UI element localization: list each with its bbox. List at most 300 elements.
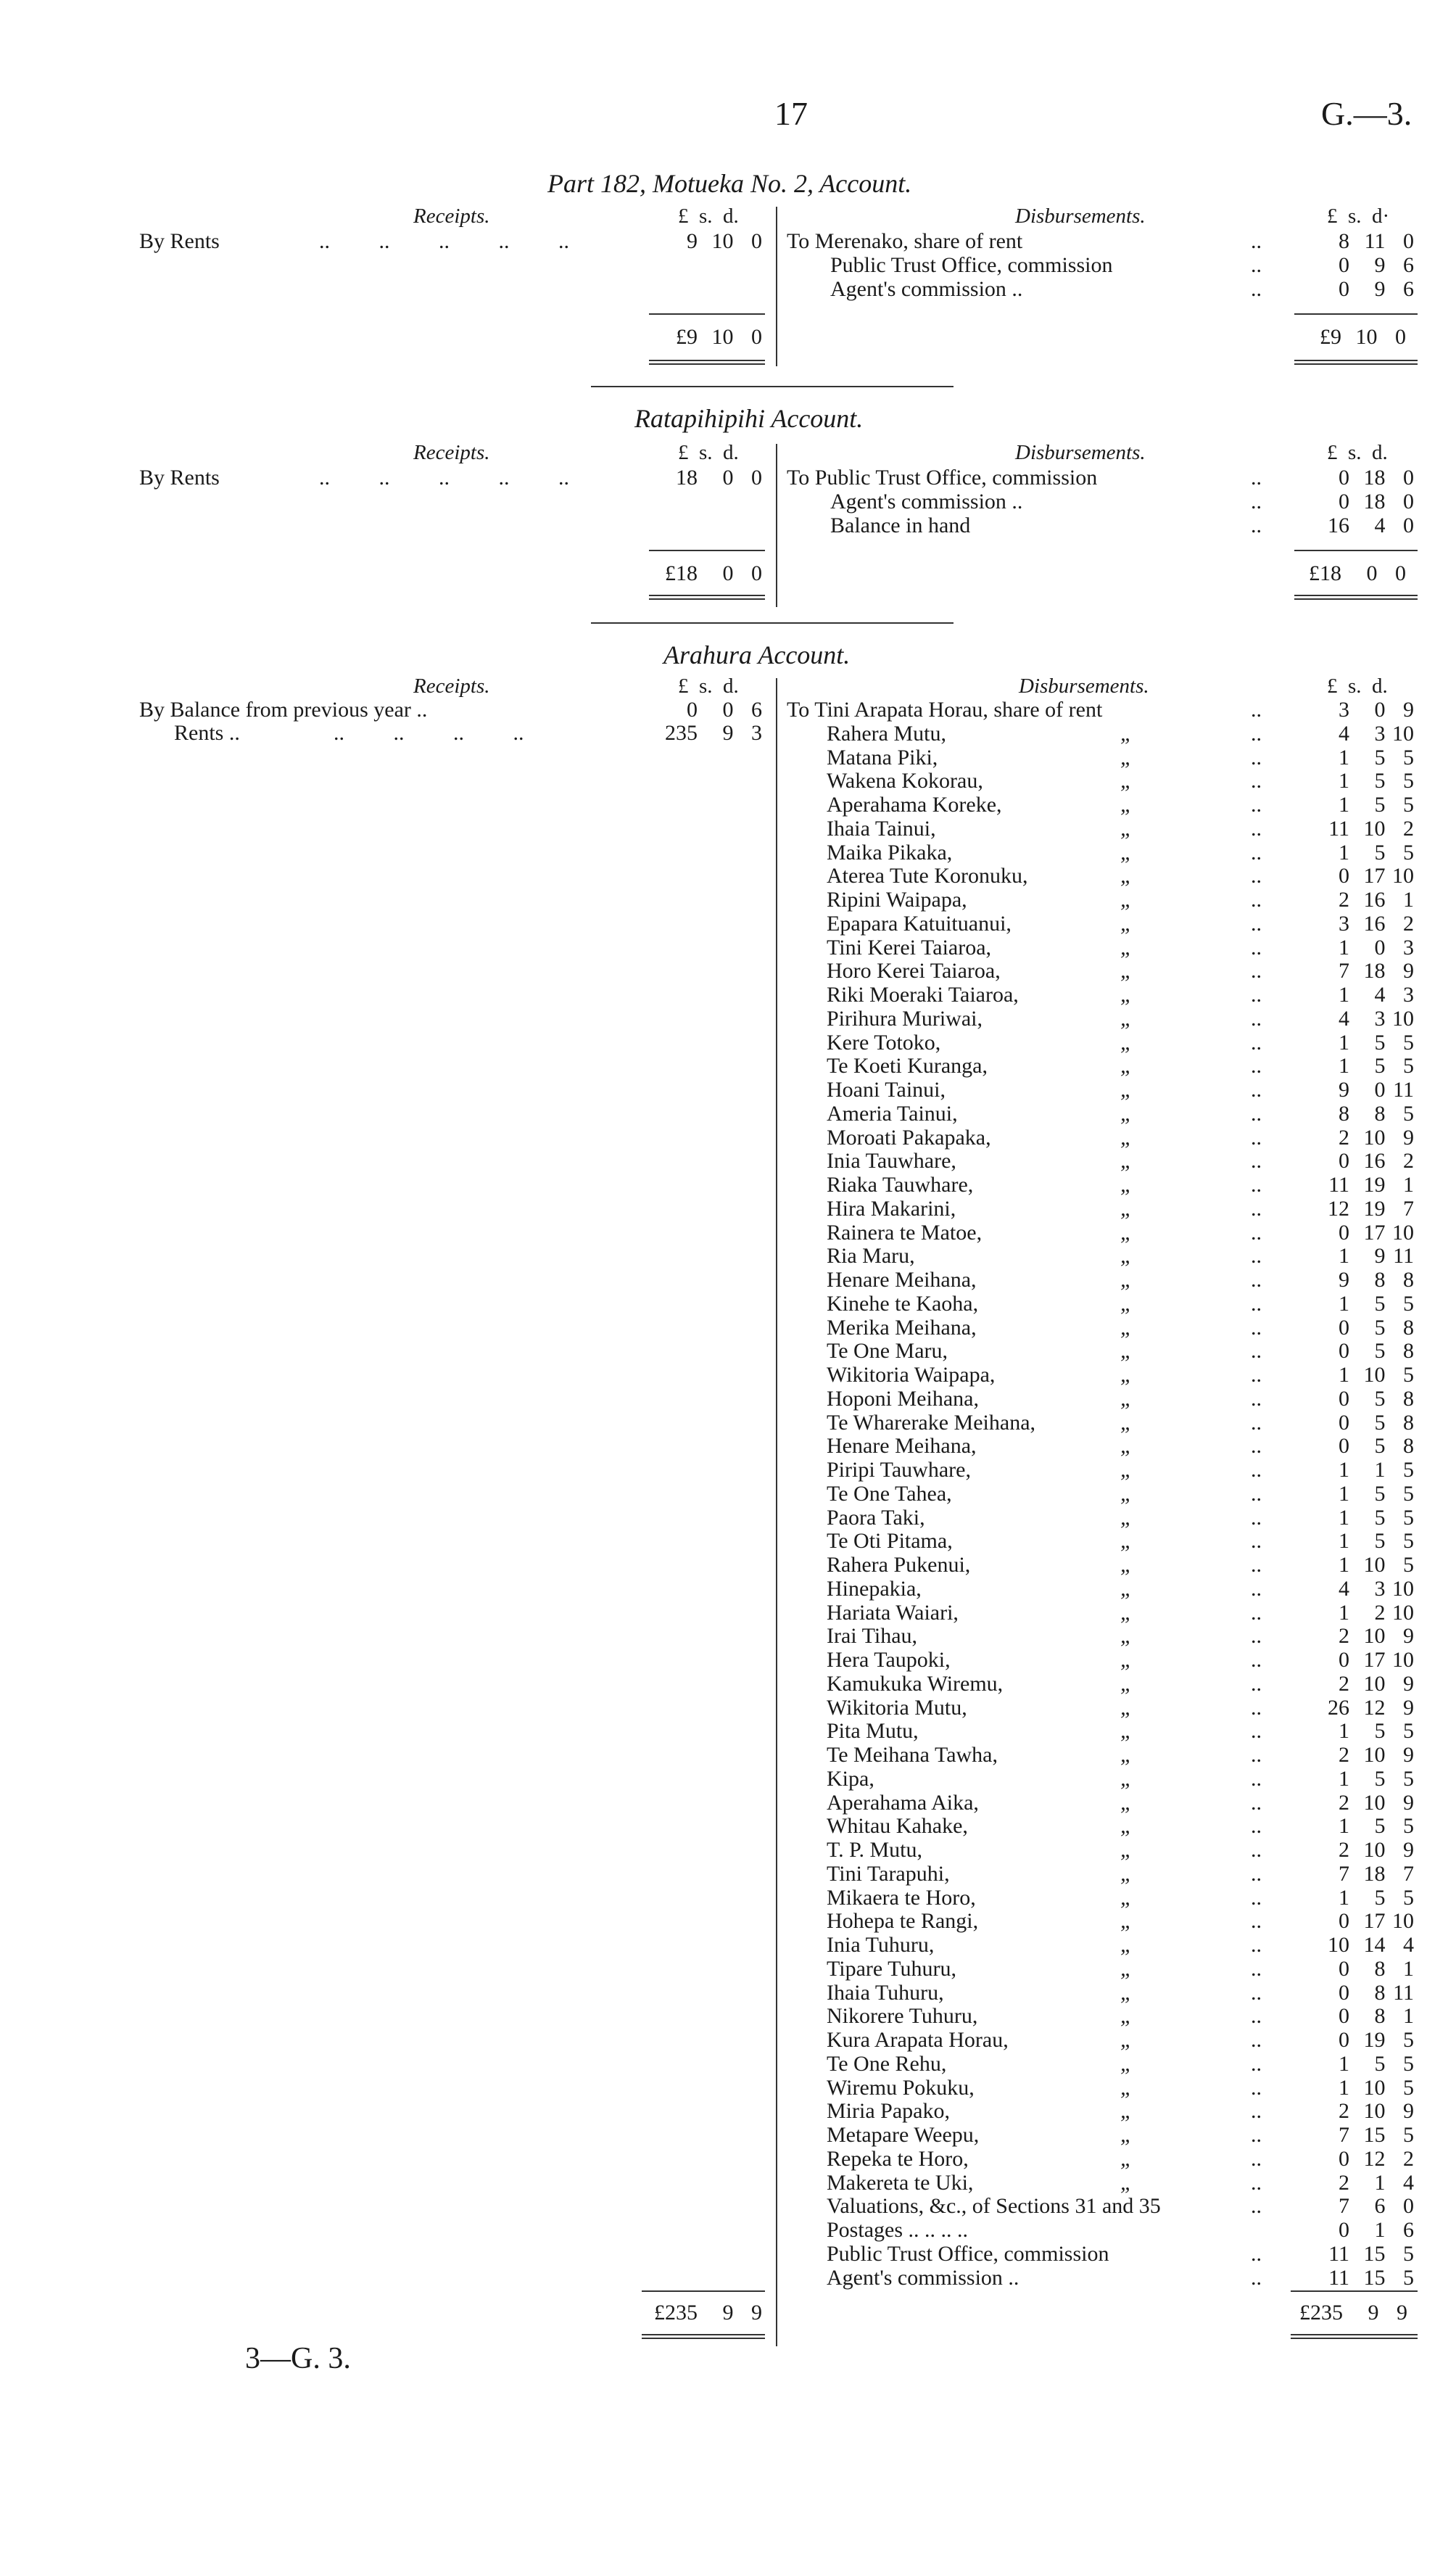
ditto-mark: „ <box>1120 1126 1133 1150</box>
leader-dots: .. <box>1251 1814 1262 1838</box>
disb-amount: 1 10 5 <box>1339 1553 1414 1577</box>
section3-disb-row <box>787 1244 1432 1267</box>
disb-amount: 1 1 5 <box>1339 1458 1414 1482</box>
section1-title: Part 182, Motueka No. 2, Account. <box>547 169 912 198</box>
disb-label: Ameria Tainui, <box>827 1102 958 1126</box>
leader-dots: .. <box>1251 1316 1262 1340</box>
leader-dots: .. <box>1251 1173 1262 1197</box>
disb-label: Riaka Tauwhare, <box>827 1173 974 1197</box>
ditto-mark: „ <box>1120 1648 1133 1672</box>
ditto-mark: „ <box>1120 983 1133 1007</box>
section3-disb-row <box>787 1767 1432 1790</box>
ditto-mark: „ <box>1120 1601 1133 1625</box>
disb-amount: 1 10 5 <box>1339 1363 1414 1387</box>
section1-disb-row <box>787 229 1432 252</box>
leader-dots: .. <box>1251 1411 1262 1435</box>
section3-disb-row <box>787 1601 1432 1624</box>
leader-dots: .. <box>1251 1363 1262 1387</box>
disb-label: Riki Moeraki Taiaroa, <box>827 983 1019 1007</box>
section3-disb-row <box>787 912 1432 935</box>
disb-amount: 2 10 9 <box>1339 1624 1414 1648</box>
disb-label: Aperahama Aika, <box>827 1791 979 1815</box>
leader-dots: .. <box>1251 2028 1262 2052</box>
section2-disb-row <box>787 466 1432 489</box>
section3-disb-row <box>787 1387 1432 1410</box>
section3-receipt-amt: 0 0 6 <box>687 698 762 722</box>
section1-receipt-row: By Rents <box>139 229 220 253</box>
disb-amount: 0 9 6 <box>1339 253 1414 277</box>
disb-amount: 0 17 10 <box>1339 1221 1414 1245</box>
section3-disb-row <box>787 983 1432 1006</box>
section3-disb-row <box>787 1862 1432 1885</box>
section3-left-sum-rule <box>642 2290 765 2292</box>
disb-label: Tini Tarapuhi, <box>827 1862 950 1886</box>
disb-label: Public Trust Office, commission <box>830 253 1113 277</box>
ditto-mark: „ <box>1120 1316 1133 1340</box>
section3-disb-row <box>787 1197 1432 1220</box>
leader-dots: .. <box>1251 2052 1262 2076</box>
leader-dots: .. <box>1251 2004 1262 2028</box>
disb-amount: 2 10 9 <box>1339 1743 1414 1767</box>
leader-dots: .. <box>1251 1054 1262 1078</box>
ditto-mark: „ <box>1120 1838 1133 1862</box>
section2-receipt-amt: 18 0 0 <box>676 466 762 490</box>
disb-amount: 8 8 5 <box>1339 1102 1414 1126</box>
disb-label: Kere Totoko, <box>827 1031 941 1055</box>
section3-disb-row <box>787 1553 1432 1576</box>
leader-dots: .. <box>1251 1482 1262 1506</box>
disb-label: Henare Meihana, <box>827 1434 977 1458</box>
disb-amount: 0 19 5 <box>1339 2028 1414 2052</box>
disb-amount: 2 10 9 <box>1339 2099 1414 2123</box>
disb-label: Hoponi Meihana, <box>827 1387 979 1411</box>
ditto-mark: „ <box>1120 2052 1133 2076</box>
section2-left-sum-rule <box>649 550 765 551</box>
disb-amount: 1 5 5 <box>1339 1506 1414 1530</box>
section3-disb-heading: Disbursements. <box>1019 675 1149 698</box>
section3-disb-row <box>787 1791 1432 1814</box>
section3-disb-row <box>787 1529 1432 1552</box>
ditto-mark: „ <box>1120 1529 1133 1553</box>
disb-label: Tipare Tuhuru, <box>827 1957 956 1981</box>
section2-title: Ratapihipihi Account. <box>634 404 864 433</box>
ditto-mark: „ <box>1120 1672 1133 1696</box>
page-number: 17 <box>774 95 808 132</box>
disb-amount: 1 5 5 <box>1339 1031 1414 1055</box>
disb-label: To Tini Arapata Horau, share of rent <box>787 698 1103 722</box>
ditto-mark: „ <box>1120 1624 1133 1648</box>
disb-amount: 0 5 8 <box>1339 1411 1414 1435</box>
section3-disb-row <box>787 1624 1432 1647</box>
leader-dots: .. <box>1251 1197 1262 1221</box>
document-ref: G.—3. <box>1321 95 1412 132</box>
disb-amount: 0 18 0 <box>1339 466 1414 490</box>
disb-label: Nikorere Tuhuru, <box>827 2004 978 2028</box>
disb-label: Henare Meihana, <box>827 1268 977 1292</box>
ditto-mark: „ <box>1120 1268 1133 1292</box>
ditto-mark: „ <box>1120 1078 1133 1102</box>
leader-dots: .. <box>1251 466 1262 490</box>
section3-disb-row <box>787 817 1432 840</box>
section3-disb-row <box>787 722 1432 745</box>
section3-disb-row <box>787 1577 1432 1600</box>
disb-amount: 1 5 5 <box>1339 1814 1414 1838</box>
leader-dots: .. <box>1251 983 1262 1007</box>
disb-label: Ria Maru, <box>827 1244 915 1268</box>
ditto-mark: „ <box>1120 1767 1133 1791</box>
leader-dots: .. <box>1251 746 1262 770</box>
disb-label: Whitau Kahake, <box>827 1814 968 1838</box>
disb-label: Aperahama Koreke, <box>827 793 1002 817</box>
disb-label: Wakena Kokorau, <box>827 769 983 793</box>
section1-disb-heading: Disbursements. <box>1015 205 1146 228</box>
disb-amount: 11 19 1 <box>1328 1173 1414 1197</box>
ditto-mark: „ <box>1120 1173 1133 1197</box>
disb-amount: 0 12 2 <box>1339 2147 1414 2171</box>
section3-disb-row <box>787 1173 1432 1196</box>
ditto-mark: „ <box>1120 1814 1133 1838</box>
leader-dots: .. <box>1251 2242 1262 2266</box>
disb-label: Postages .. .. .. .. <box>827 2218 968 2242</box>
section2-disb-row <box>787 490 1432 513</box>
leader-dots: .. <box>1251 793 1262 817</box>
disb-amount: 7 18 7 <box>1339 1862 1414 1886</box>
disb-label: Hera Taupoki, <box>827 1648 951 1672</box>
leader-dots: .. <box>1251 1434 1262 1458</box>
disb-label: Paora Taki, <box>827 1506 925 1530</box>
section3-disb-row <box>787 1054 1432 1077</box>
section3-disb-row <box>787 936 1432 959</box>
section3-disb-row <box>787 1886 1432 1909</box>
leader-dots: .. <box>1251 817 1262 841</box>
disb-label: Metapare Weepu, <box>827 2123 980 2147</box>
section3-disb-row <box>787 2052 1432 2075</box>
disb-amount: 1 5 5 <box>1339 841 1414 865</box>
ditto-mark: „ <box>1120 1719 1133 1743</box>
leader-dots: .. <box>1251 1672 1262 1696</box>
leader-dots: .. <box>1251 841 1262 865</box>
leader-dots: .. <box>1251 1529 1262 1553</box>
section3-disb-row <box>787 1363 1432 1386</box>
disb-amount: 1 5 5 <box>1339 769 1414 793</box>
section3-disb-row <box>787 959 1432 982</box>
ditto-mark: „ <box>1120 769 1133 793</box>
disb-label: Wiremu Pokuku, <box>827 2076 975 2100</box>
leader-dots: .. <box>1251 769 1262 793</box>
section3-divider <box>776 678 777 2346</box>
section3-disb-row <box>787 1031 1432 1054</box>
ditto-mark: „ <box>1120 864 1133 888</box>
disb-label: Hariata Waiari, <box>827 1601 959 1625</box>
disb-label: Ihaia Tuhuru, <box>827 1981 944 2005</box>
ditto-mark: „ <box>1120 1363 1133 1387</box>
ditto-mark: „ <box>1120 1149 1133 1173</box>
leader-dots: .. <box>1251 2099 1262 2123</box>
disb-amount: 0 9 6 <box>1339 277 1414 301</box>
section2-divider <box>776 444 777 607</box>
section3-disb-row <box>787 888 1432 911</box>
disb-amount: 1 5 5 <box>1339 1886 1414 1910</box>
section3-title: Arahura Account. <box>663 640 851 669</box>
section3-disb-row <box>787 1909 1432 1932</box>
disb-amount: 9 0 11 <box>1339 1078 1414 1102</box>
section1-left-sum-rule <box>649 313 765 315</box>
section3-left-total-rule <box>642 2334 765 2339</box>
section3-disb-row <box>787 1102 1432 1125</box>
section3-disb-row <box>787 2242 1432 2265</box>
ditto-mark: „ <box>1120 2123 1133 2147</box>
disb-label: Agent's commission .. <box>830 490 1023 514</box>
leader-dots: .. <box>1251 888 1262 912</box>
disb-amount: 26 12 9 <box>1328 1696 1414 1720</box>
leader-dots: .. <box>1251 2076 1262 2100</box>
disb-label: Aterea Tute Koronuku, <box>827 864 1028 888</box>
disb-label: T. P. Mutu, <box>827 1838 922 1862</box>
section2-receipts-heading: Receipts. <box>413 441 490 464</box>
leader-dots: .. <box>1251 2123 1262 2147</box>
leader-dots: .. <box>1251 1221 1262 1245</box>
section3-disb-row <box>787 698 1432 721</box>
disb-amount: 0 5 8 <box>1339 1316 1414 1340</box>
disb-amount: 2 10 9 <box>1339 1791 1414 1815</box>
disb-label: Kinehe te Kaoha, <box>827 1292 979 1316</box>
ditto-mark: „ <box>1120 959 1133 983</box>
section3-disb-row <box>787 2123 1432 2146</box>
ditto-mark: „ <box>1120 793 1133 817</box>
section2-right-total-rule <box>1294 595 1418 600</box>
section3-disb-row <box>787 1411 1432 1434</box>
disb-label: Te Koeti Kuranga, <box>827 1054 988 1078</box>
disb-amount: 1 5 5 <box>1339 1054 1414 1078</box>
leader-dots: .. <box>1251 1981 1262 2005</box>
section3-right-total-rule <box>1291 2334 1418 2339</box>
section3-receipt-amt: 235 9 3 <box>665 721 762 745</box>
leader-dots: .. <box>1251 2171 1262 2195</box>
disb-amount: 2 10 9 <box>1339 1672 1414 1696</box>
leader-dots: .. <box>1251 1624 1262 1648</box>
section1-right-sum-rule <box>1294 313 1418 315</box>
leader-dots: .. <box>1251 1078 1262 1102</box>
section3-receipts-heading: Receipts. <box>413 675 490 698</box>
ditto-mark: „ <box>1120 1743 1133 1767</box>
leader-dots: .. <box>1251 1909 1262 1933</box>
disb-amount: 1 5 5 <box>1339 1719 1414 1743</box>
disb-label: Te Meihana Tawha, <box>827 1743 998 1767</box>
ditto-mark: „ <box>1120 2147 1133 2171</box>
section3-receipt-row: Rents .. <box>174 721 240 745</box>
disb-amount: 0 5 8 <box>1339 1387 1414 1411</box>
disb-amount: 9 8 8 <box>1339 1268 1414 1292</box>
section2-left-total-rule <box>649 595 765 600</box>
disb-amount: 4 3 10 <box>1339 722 1414 746</box>
disb-label: Repeka te Horo, <box>827 2147 969 2171</box>
section2-disb-row <box>787 514 1432 537</box>
disb-label: Pirihura Muriwai, <box>827 1007 983 1031</box>
section3-disb-row <box>787 2147 1432 2170</box>
leader-dots: .. <box>1251 1007 1262 1031</box>
section3-disb-row <box>787 2218 1432 2241</box>
ditto-mark: „ <box>1120 2028 1133 2052</box>
disb-amount: 16 4 0 <box>1328 514 1414 537</box>
disb-label: Ihaia Tainui, <box>827 817 936 841</box>
leader-dots: .. <box>1251 1387 1262 1411</box>
section3-disb-row <box>787 2028 1432 2051</box>
section2-total-left: £18 0 0 <box>665 561 762 585</box>
disb-label: Maika Pikaka, <box>827 841 953 865</box>
disb-amount: 2 16 1 <box>1339 888 1414 912</box>
disb-amount: 3 16 2 <box>1339 912 1414 936</box>
disb-label: To Merenako, share of rent <box>787 229 1023 253</box>
section1-disb-row <box>787 277 1432 300</box>
disb-label: Hoani Tainui, <box>827 1078 946 1102</box>
section1-total-right: £9 10 0 <box>1320 325 1406 349</box>
section3-disb-row <box>787 1981 1432 2004</box>
disb-label: Rahera Pukenui, <box>827 1553 971 1577</box>
leader-dots: .. <box>1251 1102 1262 1126</box>
section2-right-currency: £ s. d. <box>1327 441 1388 464</box>
leader-dots: .. <box>1251 1743 1262 1767</box>
section3-top-rule <box>591 622 954 624</box>
ditto-mark: „ <box>1120 1197 1133 1221</box>
disb-amount: 11 15 5 <box>1328 2242 1414 2266</box>
disb-amount: 8 11 0 <box>1339 229 1414 253</box>
section3-receipt-dots: .. .. .. .. <box>334 721 524 745</box>
disb-amount: 1 5 5 <box>1339 1482 1414 1506</box>
ditto-mark: „ <box>1120 936 1133 960</box>
disb-amount: 0 8 11 <box>1339 1981 1414 2005</box>
ditto-mark: „ <box>1120 2099 1133 2123</box>
ditto-mark: „ <box>1120 912 1133 936</box>
section3-disb-row <box>787 2004 1432 2027</box>
ditto-mark: „ <box>1120 841 1133 865</box>
disb-amount: 1 0 3 <box>1339 936 1414 960</box>
ditto-mark: „ <box>1120 1292 1133 1316</box>
disb-label: Inia Tauwhare, <box>827 1149 956 1173</box>
disb-label: Hinepakia, <box>827 1577 922 1601</box>
disb-label: Agent's commission .. <box>830 277 1023 301</box>
disb-label: Te Wharerake Meihana, <box>827 1411 1036 1435</box>
section3-disb-row <box>787 769 1432 792</box>
section3-disb-row <box>787 1078 1432 1101</box>
disb-amount: 2 10 9 <box>1339 1126 1414 1150</box>
leader-dots: .. <box>1251 490 1262 514</box>
disb-label: Public Trust Office, commission <box>827 2242 1109 2266</box>
disb-label: Ripini Waipapa, <box>827 888 967 912</box>
section3-disb-row <box>787 1838 1432 1861</box>
ditto-mark: „ <box>1120 2004 1133 2028</box>
ditto-mark: „ <box>1120 1221 1133 1245</box>
disb-label: Kura Arapata Horau, <box>827 2028 1009 2052</box>
leader-dots: .. <box>1251 1957 1262 1981</box>
disb-label: Te One Maru, <box>827 1339 948 1363</box>
section1-receipt-dots: .. .. .. .. .. <box>319 229 569 253</box>
leader-dots: .. <box>1251 936 1262 960</box>
section3-disb-row <box>787 2171 1432 2194</box>
leader-dots: .. <box>1251 277 1262 301</box>
disb-label: Te Oti Pitama, <box>827 1529 953 1553</box>
disb-label: Kipa, <box>827 1767 874 1791</box>
leader-dots: .. <box>1251 1339 1262 1363</box>
ditto-mark: „ <box>1120 1862 1133 1886</box>
disb-amount: 11 15 5 <box>1328 2266 1414 2290</box>
disb-amount: 2 1 4 <box>1339 2171 1414 2195</box>
leader-dots: .. <box>1251 1458 1262 1482</box>
ditto-mark: „ <box>1120 1909 1133 1933</box>
disb-label: Balance in hand <box>830 514 971 537</box>
ditto-mark: „ <box>1120 1244 1133 1268</box>
leader-dots: .. <box>1251 1268 1262 1292</box>
disb-amount: 1 5 5 <box>1339 2052 1414 2076</box>
ditto-mark: „ <box>1120 1577 1133 1601</box>
disb-amount: 1 5 5 <box>1339 793 1414 817</box>
section2-total-right: £18 0 0 <box>1309 561 1406 585</box>
ditto-mark: „ <box>1120 1458 1133 1482</box>
disb-amount: 4 3 10 <box>1339 1577 1414 1601</box>
disb-label: Tini Kerei Taiaroa, <box>827 936 992 960</box>
leader-dots: .. <box>1251 2266 1262 2290</box>
ditto-mark: „ <box>1120 1506 1133 1530</box>
disb-amount: 4 3 10 <box>1339 1007 1414 1031</box>
leader-dots: .. <box>1251 1767 1262 1791</box>
section3-disb-row <box>787 841 1432 864</box>
section1-right-currency: £ s. d· <box>1327 205 1390 228</box>
ditto-mark: „ <box>1120 817 1133 841</box>
disb-amount: 0 17 10 <box>1339 1909 1414 1933</box>
section1-disb-row <box>787 253 1432 276</box>
disb-label: Piripi Tauwhare, <box>827 1458 971 1482</box>
section2-left-currency: £ s. d. <box>678 441 739 464</box>
disb-label: To Public Trust Office, commission <box>787 466 1098 490</box>
section3-disb-row <box>787 1957 1432 1980</box>
leader-dots: .. <box>1251 514 1262 537</box>
disb-label: Rahera Mutu, <box>827 722 946 746</box>
section3-disb-row <box>787 1292 1432 1315</box>
ditto-mark: „ <box>1120 1007 1133 1031</box>
section3-disb-row <box>787 1506 1432 1529</box>
ditto-mark: „ <box>1120 2171 1133 2195</box>
leader-dots: .. <box>1251 1886 1262 1910</box>
section3-disb-row <box>787 1221 1432 1244</box>
disb-label: Moroati Pakapaka, <box>827 1126 991 1150</box>
leader-dots: .. <box>1251 229 1262 253</box>
section3-disb-row <box>787 746 1432 769</box>
leader-dots: .. <box>1251 1601 1262 1625</box>
disb-amount: 12 19 7 <box>1328 1197 1414 1221</box>
section1-divider <box>776 207 777 366</box>
ditto-mark: „ <box>1120 1031 1133 1055</box>
section3-disb-row <box>787 1458 1432 1481</box>
disb-label: Pita Mutu, <box>827 1719 919 1743</box>
ditto-mark: „ <box>1120 1957 1133 1981</box>
disb-amount: 1 10 5 <box>1339 2076 1414 2100</box>
section3-disb-row <box>787 1743 1432 1766</box>
disb-label: Te One Rehu, <box>827 2052 947 2076</box>
disb-amount: 7 6 0 <box>1339 2194 1414 2218</box>
disb-label: Epapara Katuituanui, <box>827 912 1012 936</box>
section2-receipt-row: By Rents <box>139 466 220 490</box>
section2-disb-heading: Disbursements. <box>1015 441 1146 464</box>
disb-label: Wikitoria Waipapa, <box>827 1363 996 1387</box>
ditto-mark: „ <box>1120 1696 1133 1720</box>
disb-label: Rainera te Matoe, <box>827 1221 983 1245</box>
section3-receipt-row: By Balance from previous year .. <box>139 698 428 722</box>
leader-dots: .. <box>1251 912 1262 936</box>
section3-disb-row <box>787 1126 1432 1149</box>
disb-label: Hira Makarini, <box>827 1197 956 1221</box>
section3-disb-row <box>787 1696 1432 1719</box>
ditto-mark: „ <box>1120 722 1133 746</box>
disb-label: Merika Meihana, <box>827 1316 977 1340</box>
